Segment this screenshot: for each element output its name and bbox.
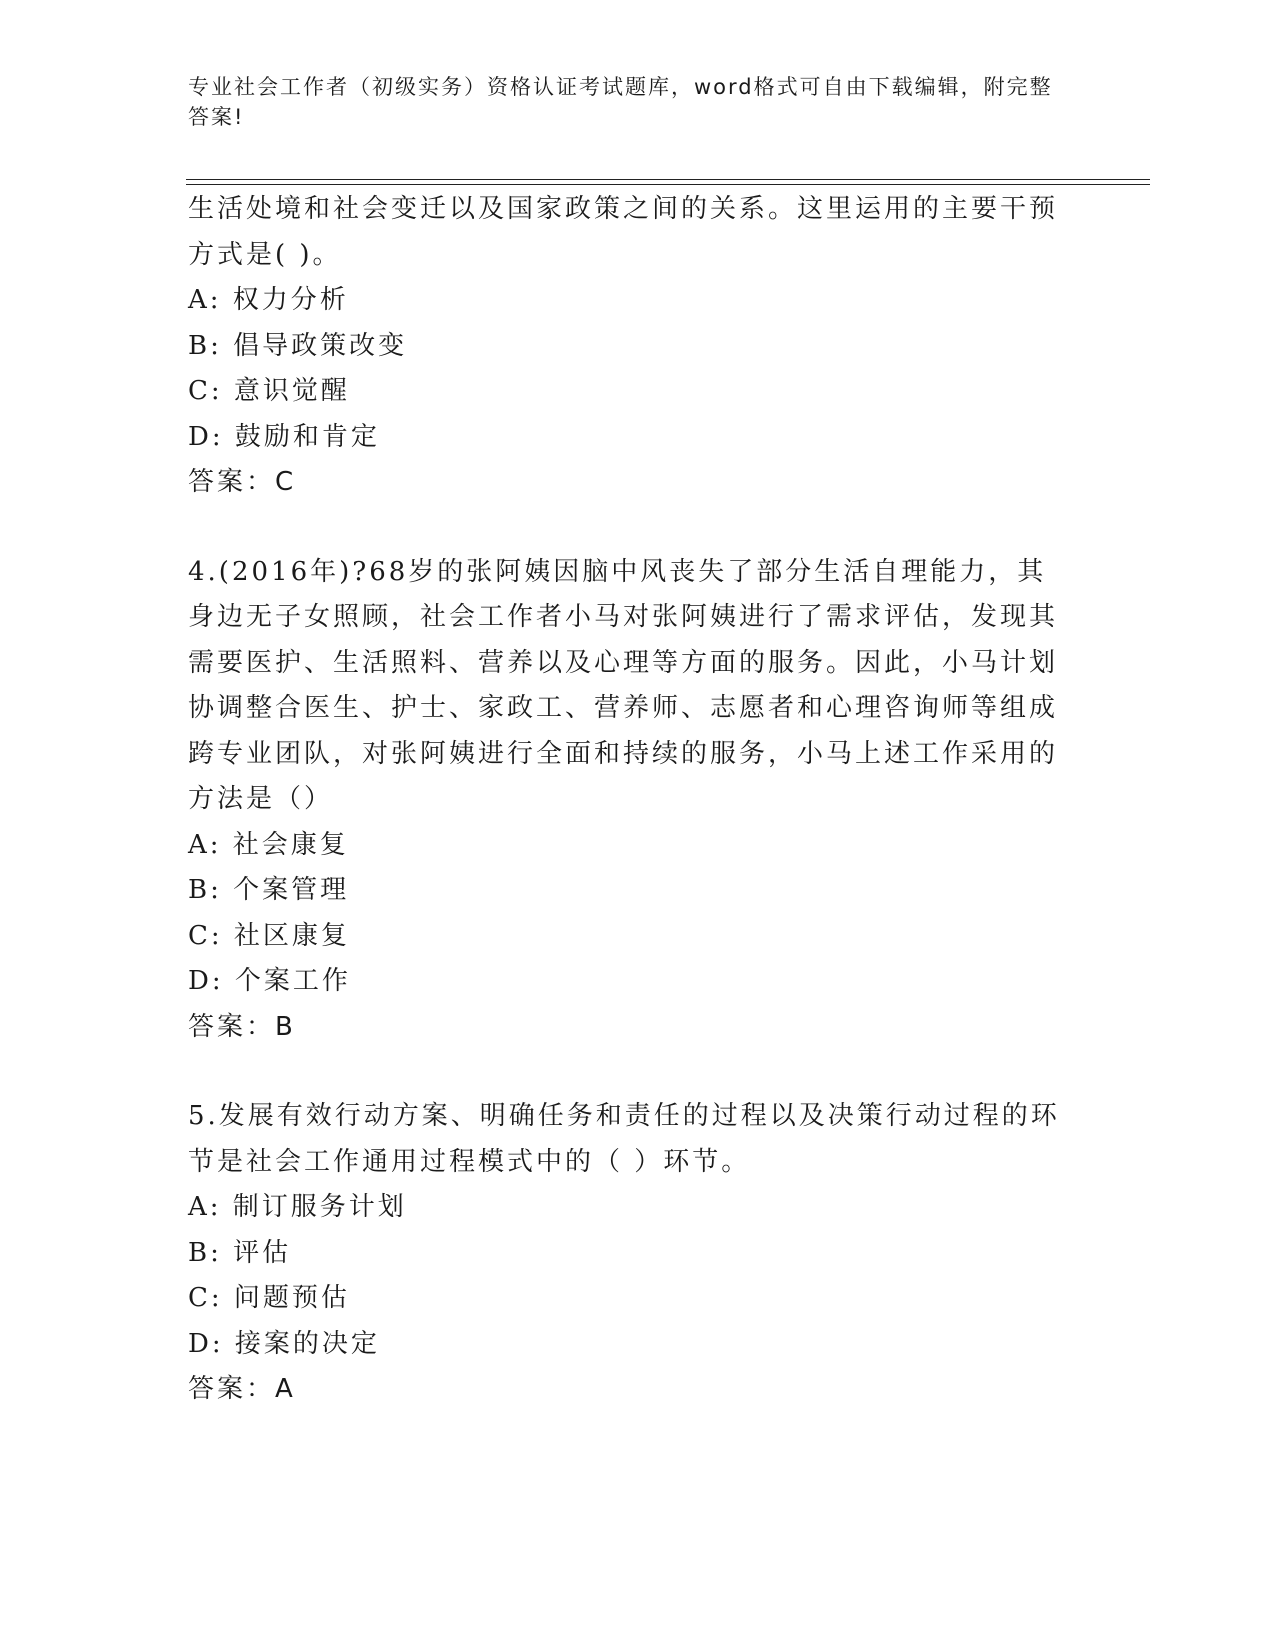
question-block-5 <box>188 1094 1068 1413</box>
option-a: A: 制订服务计划 <box>188 1192 407 1222</box>
option-c: C: 社区康复 <box>188 920 350 951</box>
question-stem: 5.发展有效行动方案、明确任务和责任的过程以及决策行动过程的环节是社会工作通用过程模式中的（ ）环节。 <box>188 1101 1060 1177</box>
question-block-4 <box>188 550 1068 1051</box>
header-title: 专业社会工作者（初级实务）资格认证考试题库，word格式可自由下载编辑，附完整答案! <box>188 75 1053 129</box>
header-divider-bottom <box>186 184 1150 185</box>
option-c: C: 意识觉醒 <box>188 376 350 406</box>
option-c: C: 问题预估 <box>188 1283 350 1313</box>
document-header <box>188 72 1068 132</box>
option-a: A: 社会康复 <box>188 829 349 860</box>
option-d: D: 接案的决定 <box>188 1328 380 1359</box>
answer-line: 答案：B <box>188 1011 296 1042</box>
spacer <box>188 506 1068 550</box>
question-stem: 生活处境和社会变迁以及国家政策之间的关系。这里运用的主要干预方式是( )。 <box>188 194 1059 270</box>
answer-line: 答案：A <box>188 1374 296 1404</box>
document-body <box>188 187 1068 1413</box>
question-block-continued <box>188 187 1068 506</box>
option-d: D: 个案工作 <box>188 966 351 996</box>
option-d: D: 鼓励和肯定 <box>188 421 380 452</box>
answer-line: 答案：C <box>188 467 297 497</box>
spacer <box>188 1050 1068 1094</box>
option-b: B: 评估 <box>188 1237 292 1268</box>
option-a: A: 权力分析 <box>188 285 349 315</box>
option-b: B: 倡导政策改变 <box>188 330 408 361</box>
question-stem: 4.(2016年)?68岁的张阿姨因脑中风丧失了部分生活自理能力，其身边无子女照顾，社会工作者小马对张阿姨进行了需求评估，发现其需要医护、生活照料、营养以及心理等方面的服务。因此，小马计划协调整合医生、护士、家政工、营养师、志愿者和心理咨询师等组成跨专业团队，对张阿姨进行全面和持续的服务，小马上述工作采用的方法是（） <box>188 556 1059 814</box>
header-divider-top <box>186 179 1150 180</box>
option-b: B: 个案管理 <box>188 875 350 905</box>
